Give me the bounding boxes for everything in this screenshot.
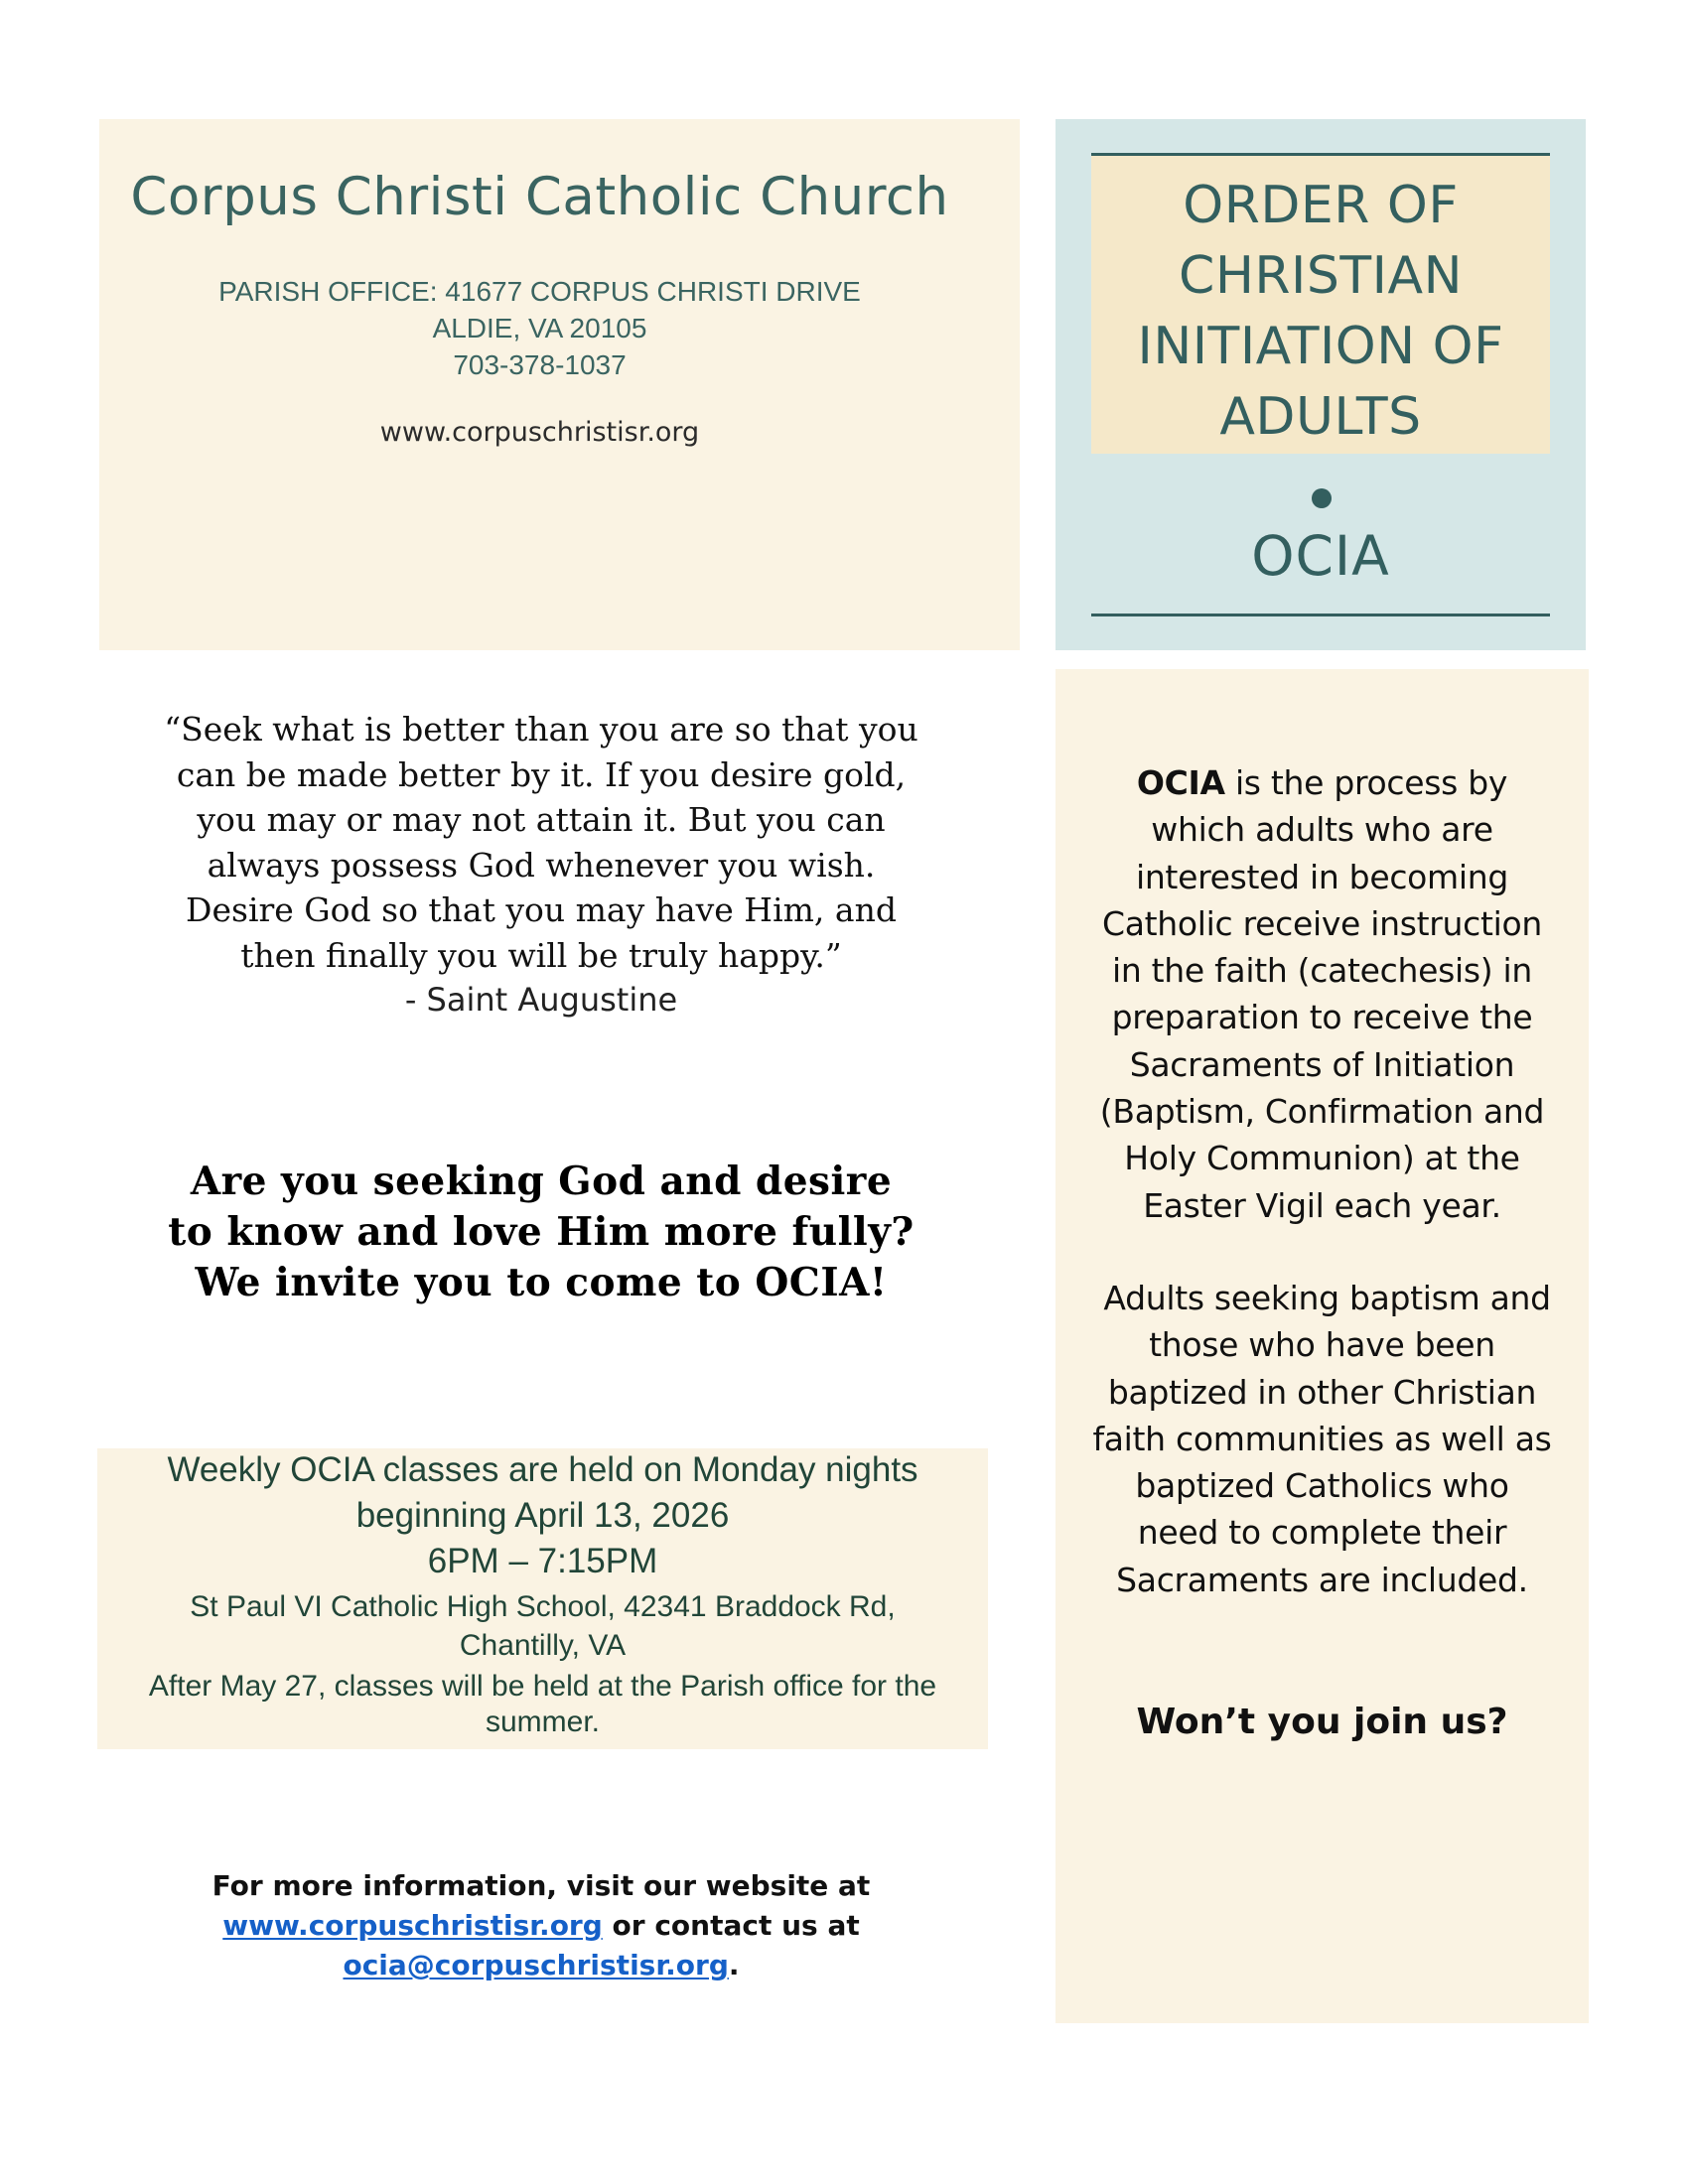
info-line: Easter Vigil each year. [1143,1185,1501,1225]
schedule-location: St Paul VI Catholic High School, 42341 Braddock Rd, [190,1590,896,1623]
info-line: which adults who are [1151,810,1493,850]
info-line: baptized in other Christian [1107,1372,1537,1412]
quote-line: always possess God whenever you wish. [207,845,876,885]
phone-number: 703-378-1037 [453,349,627,380]
parish-website[interactable]: www.corpuschristisr.org [379,417,700,448]
invitation-headline [95,1157,987,1308]
info-line: Sacraments of Initiation [1129,1044,1515,1084]
join-us-callout: Won’t you join us? [1136,1702,1508,1742]
headline-line: to know and love Him more fully? [168,1209,914,1255]
quote-line: Desire God so that you may have Him, and [186,890,897,929]
quote-line: then finally you will be truly happy.” [240,935,842,975]
contact-intro: For more information, visit our website at [211,1869,871,1902]
program-abbreviation: OCIA [1251,524,1390,588]
info-line: in the faith (catechesis) in [1111,951,1533,991]
headline-line: We invite you to come to OCIA! [195,1260,888,1305]
title-line: CHRISTIAN [1179,246,1463,306]
info-line: need to complete their [1137,1513,1507,1553]
title-line: ADULTS [1219,387,1422,447]
eligibility-description [1055,1275,1589,1603]
program-title-panel [1055,119,1586,650]
quote-line: you may or may not attain it. But you can [197,800,886,839]
info-line: interested in becoming [1135,857,1509,896]
title-line: INITIATION OF [1137,317,1504,376]
headline-line: Are you seeking God and desire [190,1159,893,1204]
info-line: baptized Catholics who [1135,1466,1509,1506]
ocia-description [1055,759,1589,1229]
info-line: Adults seeking baptism and [1093,1279,1551,1317]
ocia-info-panel [1055,669,1589,2023]
parish-header [99,0,1020,695]
schedule-location-city: Chantilly, VA [459,1629,627,1662]
schedule-time: 6PM – 7:15PM [427,1542,658,1580]
bottom-rule-divider [1091,614,1550,616]
quote-line: can be made better by it. If you desire gold, [176,754,907,794]
title-line: ORDER OF [1183,176,1459,235]
email-link[interactable]: ocia@corpuschristisr.org [343,1949,729,1981]
info-line: Catholic receive instruction [1101,903,1542,943]
augustine-quote [99,707,983,1024]
address-line: PARISH OFFICE: 41677 CORPUS CHRISTI DRIVE [218,276,861,307]
schedule-summer-note: After May 27, classes will be held at the Parish office for the [148,1670,937,1703]
contact-mid: or contact us at [602,1909,860,1942]
website-link[interactable]: www.corpuschristisr.org [222,1909,603,1942]
info-line: those who have been [1149,1325,1495,1365]
contact-end: . [728,1949,740,1981]
parish-address [79,273,1000,383]
class-schedule-box [97,1448,988,1749]
contact-info [99,1866,983,1985]
quote-line: “Seek what is better than you are so that you [164,710,918,749]
info-line: Sacraments are included. [1116,1560,1528,1599]
church-name: Corpus Christi Catholic Church [130,167,949,227]
schedule-start-date: beginning April 13, 2026 [355,1496,730,1535]
info-line: faith communities as well as [1092,1419,1552,1458]
info-line: Holy Communion) at the [1124,1139,1520,1178]
program-title [1091,171,1550,453]
quote-author: - Saint Augustine [404,981,678,1019]
info-line: is the process by [1224,763,1508,802]
bullet-dot-icon [1312,488,1332,508]
info-line: preparation to receive the [1111,998,1533,1037]
address-line: ALDIE, VA 20105 [432,313,647,343]
info-line: (Baptism, Confirmation and [1099,1092,1545,1132]
schedule-line: Weekly OCIA classes are held on Monday nights [167,1450,918,1489]
schedule-summer-note-cont: summer. [485,1706,601,1738]
ocia-bold: OCIA [1136,763,1225,802]
